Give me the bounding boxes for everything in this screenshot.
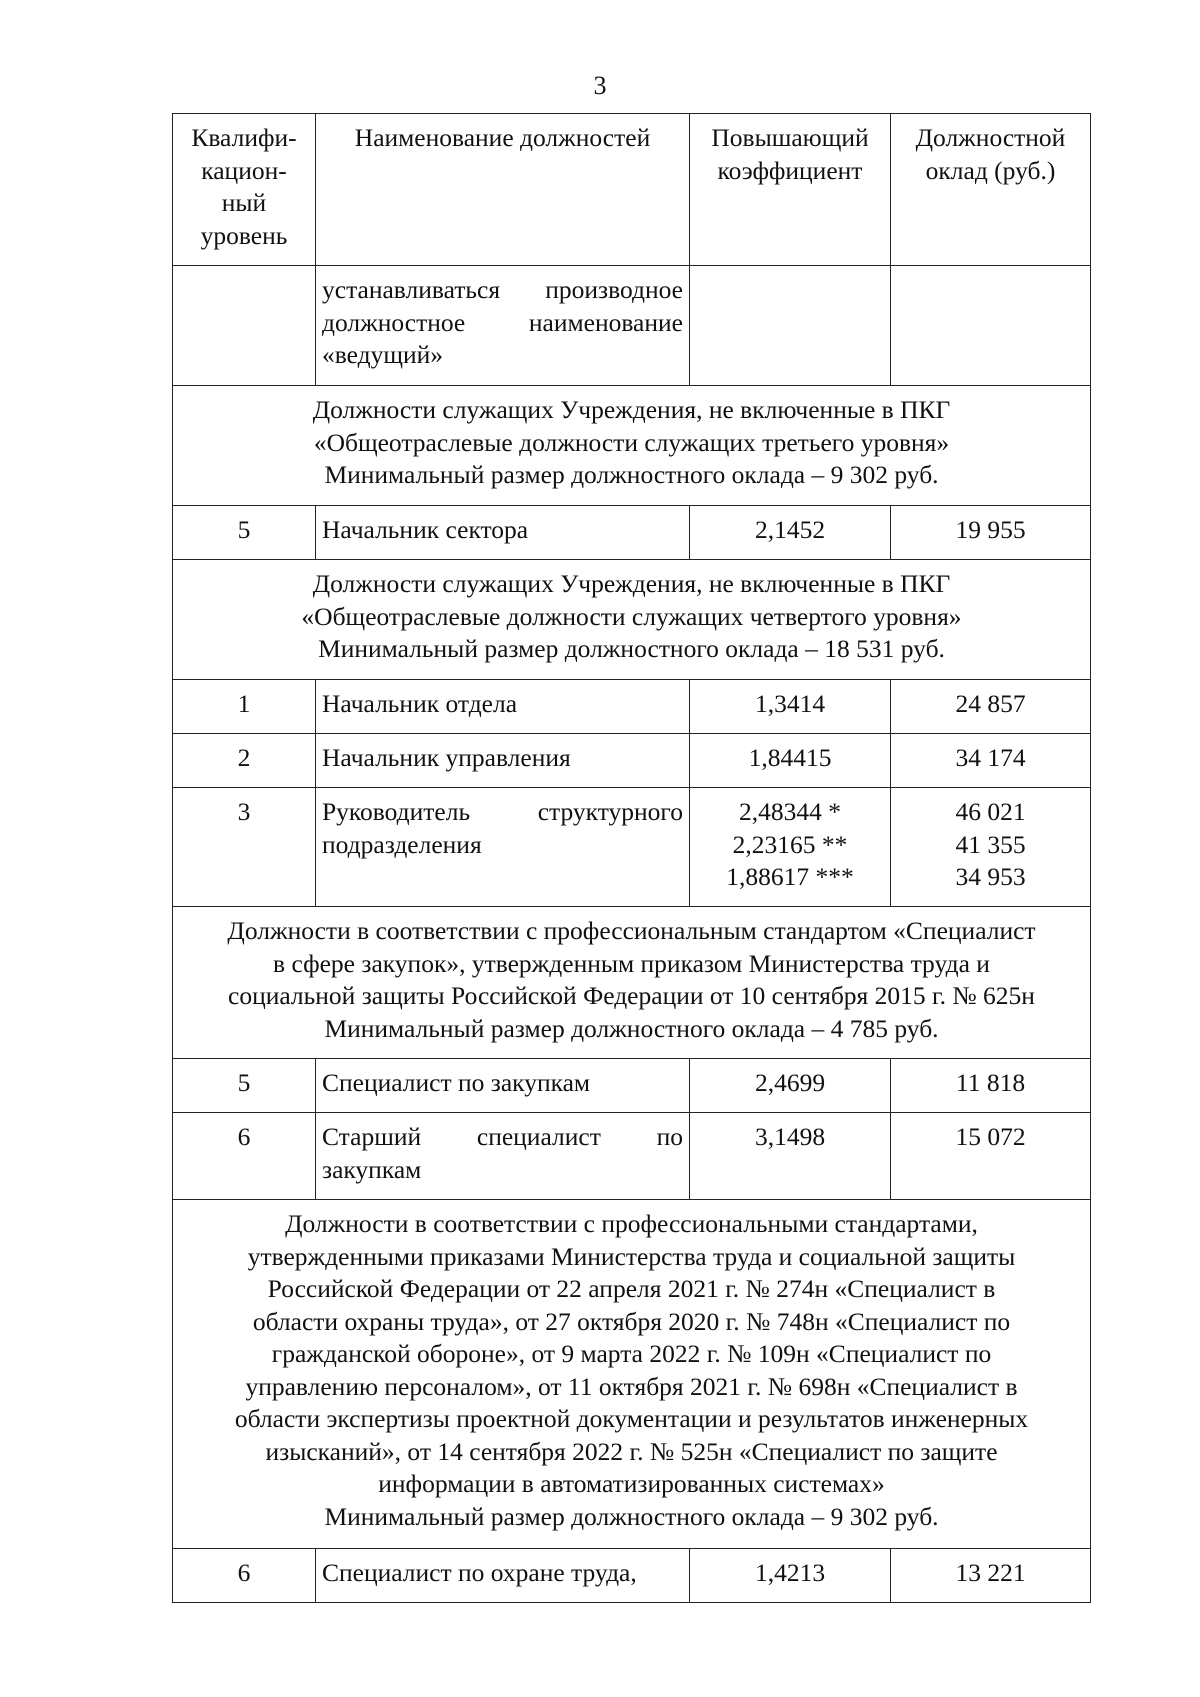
header-level-text: Квалифи- кацион- ный уровень <box>191 123 297 250</box>
section-heading <box>173 386 1091 506</box>
cell-level <box>173 266 316 386</box>
section-heading-line: области охраны труда», от 27 октября 2020 г. № 748н «Специалист по <box>252 1306 1011 1336</box>
section-heading-row <box>173 560 1091 680</box>
section-heading <box>173 907 1091 1059</box>
cell-position: Старший специалист по закупкам <box>316 1113 690 1200</box>
section-heading <box>173 560 1091 680</box>
cell-coefficient <box>690 788 891 907</box>
cell-position: Начальник сектора <box>316 506 690 560</box>
section-heading-line: Минимальный размер должностного оклада – 4 785 руб. <box>324 1013 939 1043</box>
cell-salary: 13 221 <box>891 1549 1091 1603</box>
section-heading-line: Должности служащих Учреждения, не включенные в ПКГ <box>312 569 951 598</box>
salary-value: 34 953 <box>955 862 1026 891</box>
table-row <box>173 266 1091 386</box>
cell-coefficient: 1,4213 <box>690 1549 891 1603</box>
cell-position: устанавливаться производное должностное наименование «ведущий» <box>316 266 690 386</box>
table-row <box>173 680 1091 734</box>
cell-salary: 11 818 <box>891 1059 1091 1113</box>
cell-level: 5 <box>173 506 316 560</box>
section-heading-line: Минимальный размер должностного оклада – 9 302 руб. <box>324 1501 939 1531</box>
coefficient-value: 2,23165 ** <box>732 829 848 859</box>
section-heading <box>173 1200 1091 1549</box>
section-heading-line: управлению персоналом», от 11 октября 2021 г. № 698н «Специалист в <box>245 1371 1018 1401</box>
cell-level: 6 <box>173 1549 316 1603</box>
cell-salary: 19 955 <box>891 506 1091 560</box>
section-heading-row <box>173 386 1091 506</box>
cell-salary: 34 174 <box>891 734 1091 788</box>
section-heading-line: Минимальный размер должностного оклада – 18 531 руб. <box>318 634 945 663</box>
page-number: 3 <box>593 71 607 100</box>
section-heading-line: утвержденными приказами Министерства труда и социальной защиты <box>247 1241 1016 1271</box>
salary-value: 46 021 <box>955 797 1026 826</box>
header-position: Наименование должностей <box>316 114 690 266</box>
section-heading-line: «Общеотраслевые должности служащих третьего уровня» <box>313 427 950 457</box>
table-row <box>173 506 1091 560</box>
cell-coefficient <box>690 266 891 386</box>
section-heading-line: в сфере закупок», утвержденным приказом Министерства труда и <box>273 948 990 978</box>
coefficient-value: 1,88617 *** <box>726 862 854 891</box>
cell-level: 5 <box>173 1059 316 1113</box>
cell-level: 3 <box>173 788 316 907</box>
header-coefficient: Повышающий коэффициент <box>690 114 891 266</box>
cell-coefficient: 2,4699 <box>690 1059 891 1113</box>
cell-salary <box>891 788 1091 907</box>
cell-position: Специалист по закупкам <box>316 1059 690 1113</box>
cell-position: Начальник управления <box>316 734 690 788</box>
cell-coefficient: 1,84415 <box>690 734 891 788</box>
section-heading-line: гражданской обороне», от 9 марта 2022 г. № 109н «Специалист по <box>271 1339 992 1368</box>
table-row <box>173 788 1091 907</box>
section-heading-line: изысканий», от 14 сентября 2022 г. № 525н «Специалист по защите <box>265 1436 998 1466</box>
cell-level: 6 <box>173 1113 316 1200</box>
section-heading-row <box>173 907 1091 1059</box>
section-heading-line: Должности служащих Учреждения, не включенные в ПКГ <box>312 395 951 424</box>
cell-coefficient: 1,3414 <box>690 680 891 734</box>
section-heading-line: области экспертизы проектной документации и результатов инженерных <box>234 1404 1029 1433</box>
cell-salary <box>891 266 1091 386</box>
section-heading-line: Должности в соответствии с профессиональными стандартами, <box>285 1209 978 1238</box>
coefficient-value: 2,48344 * <box>739 797 841 826</box>
table-row <box>173 1549 1091 1603</box>
table-row <box>173 734 1091 788</box>
header-salary: Должностной оклад (руб.) <box>891 114 1091 266</box>
salary-table <box>172 113 1091 1603</box>
section-heading-line: Минимальный размер должностного оклада – 9 302 руб. <box>324 460 939 489</box>
table-header-row <box>173 114 1091 266</box>
cell-salary: 15 072 <box>891 1113 1091 1200</box>
section-heading-line: социальной защиты Российской Федерации от 10 сентября 2015 г. № 625н <box>228 981 1035 1010</box>
section-heading-line: Должности в соответствии с профессиональным стандартом «Специалист <box>227 916 1036 945</box>
cell-position: Начальник отдела <box>316 680 690 734</box>
table-row <box>173 1113 1091 1200</box>
cell-level: 1 <box>173 680 316 734</box>
cell-position: Специалист по охране труда, <box>316 1549 690 1603</box>
cell-level: 2 <box>173 734 316 788</box>
salary-value: 41 355 <box>955 829 1026 859</box>
header-level <box>173 114 316 266</box>
section-heading-row <box>173 1200 1091 1549</box>
cell-coefficient: 3,1498 <box>690 1113 891 1200</box>
cell-salary: 24 857 <box>891 680 1091 734</box>
cell-coefficient: 2,1452 <box>690 506 891 560</box>
cell-position: Руководитель структурного подразделения <box>316 788 690 907</box>
section-heading-line: информации в автоматизированных системах» <box>378 1469 885 1498</box>
section-heading-line: «Общеотраслевые должности служащих четвертого уровня» <box>301 601 962 631</box>
section-heading-line: Российской Федерации от 22 апреля 2021 г. № 274н «Специалист в <box>267 1274 996 1303</box>
table-row <box>173 1059 1091 1113</box>
